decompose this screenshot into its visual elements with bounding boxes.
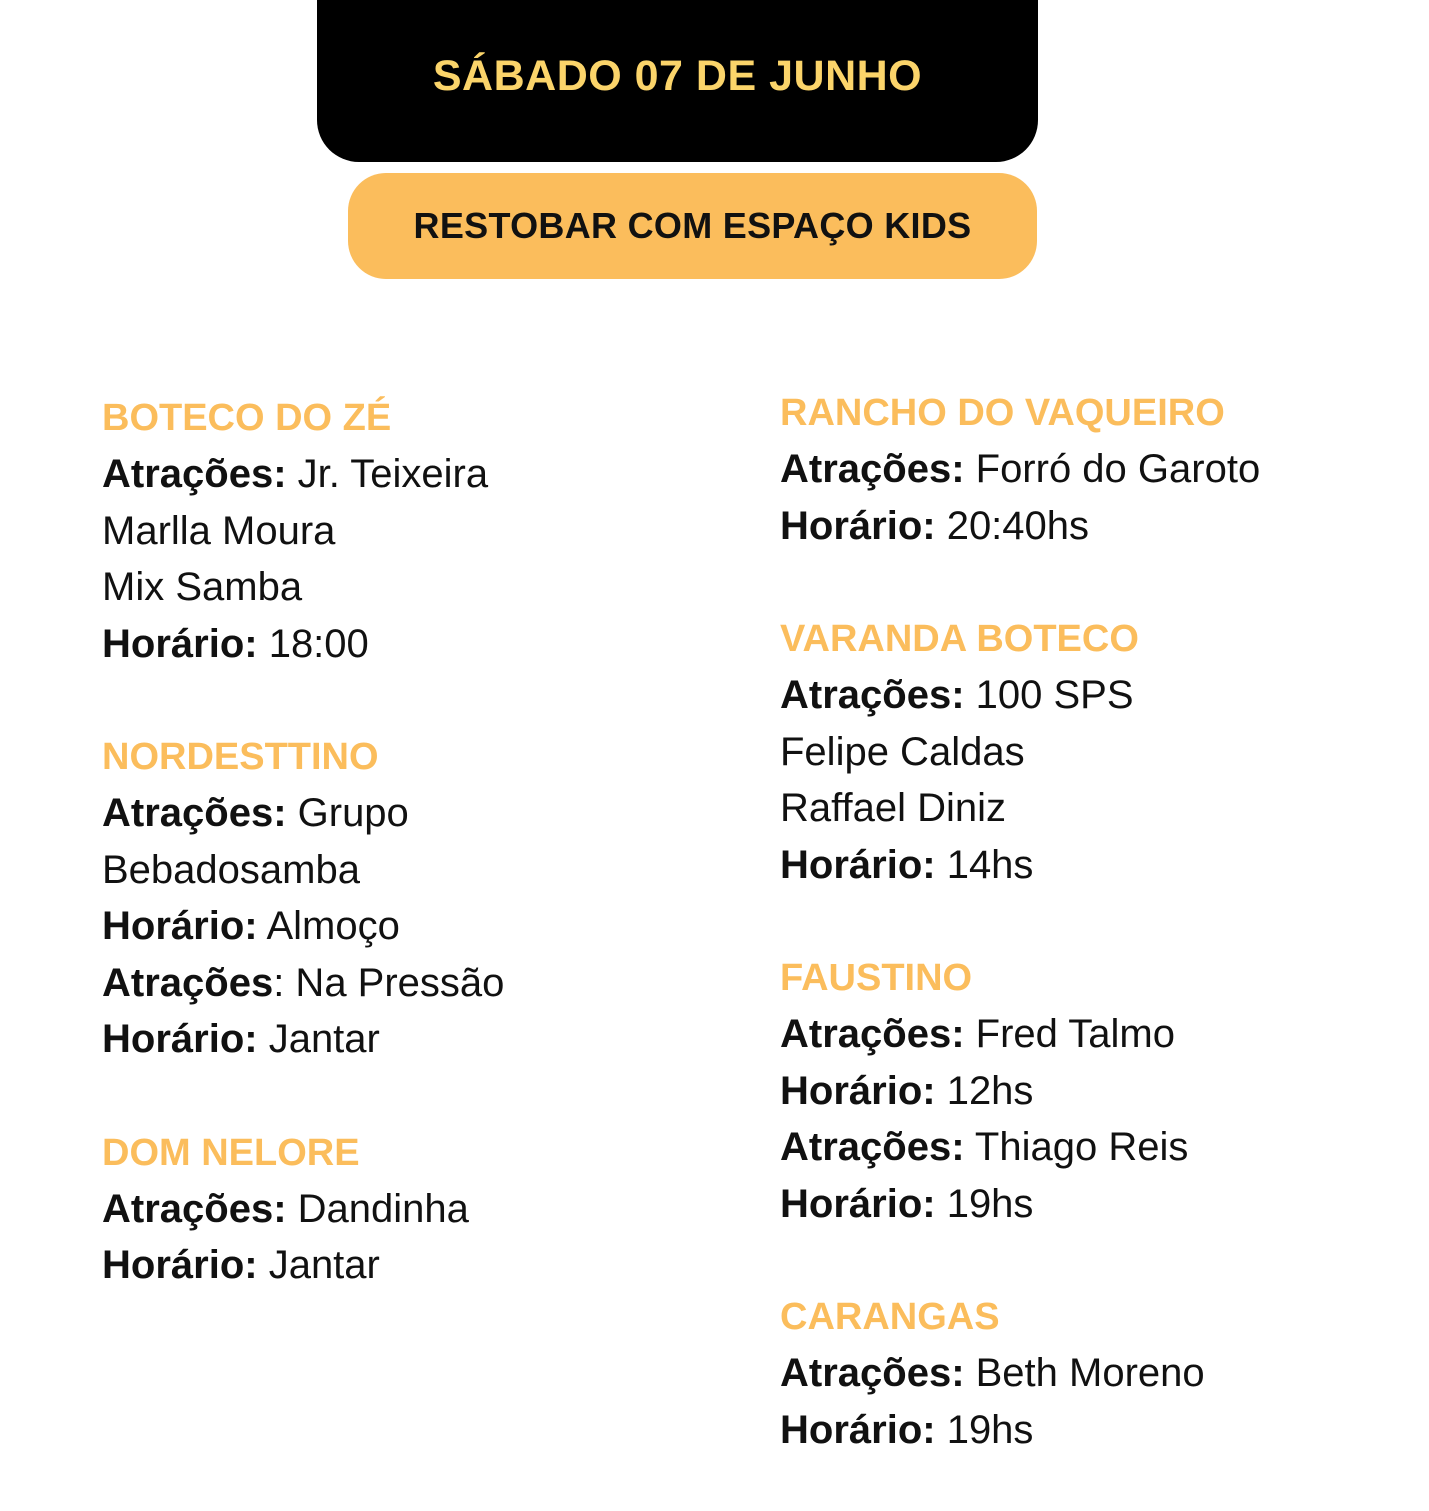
schedule-value: Jantar — [257, 1017, 380, 1061]
schedule-line — [102, 1011, 722, 1068]
schedule-label: Horário: — [780, 1407, 936, 1452]
attractions-value: Jr. Teixeira — [286, 452, 489, 496]
attractions-label: Atrações — [102, 960, 274, 1005]
attractions-label: Atrações: — [780, 673, 965, 717]
venue-name: DOM NELORE — [102, 1131, 360, 1174]
schedule-line — [102, 1237, 722, 1294]
attractions-value: Grupo — [286, 791, 409, 835]
attractions-value: Thiago Reis — [964, 1125, 1189, 1169]
schedule-label: Horário: — [780, 1068, 936, 1113]
attraction-line — [780, 780, 1400, 837]
attraction-line — [102, 503, 722, 560]
schedule-value: 20:40hs — [935, 503, 1090, 548]
schedule-value: 18:00 — [257, 621, 369, 666]
venue-faustino — [780, 950, 1400, 1232]
schedule-value: 19hs — [935, 1407, 1034, 1452]
schedule-label: Horário: — [102, 621, 258, 666]
attractions-line — [102, 1181, 722, 1238]
schedule-value: 12hs — [935, 1068, 1034, 1113]
attraction-value: Bebadosamba — [102, 847, 360, 892]
attraction-line — [780, 724, 1400, 781]
schedule-label: Horário: — [780, 842, 936, 887]
schedule-label: Horário: — [780, 503, 936, 548]
attractions-value: Dandinha — [286, 1186, 469, 1231]
event-subtitle: RESTOBAR COM ESPAÇO KIDS — [413, 205, 972, 246]
attractions-line — [780, 1006, 1400, 1063]
venue-nordesttino — [102, 729, 722, 1068]
attractions-label: Atrações: — [780, 447, 965, 491]
attractions-line — [780, 1345, 1400, 1402]
venue-dom-nelore — [102, 1125, 722, 1294]
schedule-line — [780, 1402, 1400, 1459]
venue-name: VARANDA BOTECO — [780, 618, 1139, 660]
venue-carangas — [780, 1289, 1400, 1458]
right-column — [780, 385, 1400, 1458]
attraction-value: Raffael Diniz — [780, 786, 1007, 830]
attractions-value: 100 SPS — [964, 673, 1134, 717]
venue-name: BOTECO DO ZÉ — [102, 397, 392, 439]
date-banner — [317, 0, 1038, 162]
schedule-line — [780, 498, 1400, 555]
attractions-line — [102, 446, 722, 503]
attractions-label: Atrações: — [102, 1186, 287, 1231]
attractions-value: Beth Moreno — [964, 1351, 1205, 1395]
attractions-label: Atrações: — [780, 1351, 965, 1395]
attractions-label: Atrações: — [102, 791, 287, 835]
schedule-line — [102, 616, 722, 673]
attraction-value: Felipe Caldas — [780, 729, 1025, 774]
attractions-line — [780, 1119, 1400, 1176]
schedule-value: Almoço — [257, 904, 400, 948]
schedule-label: Horário: — [102, 1017, 258, 1061]
attraction-line — [102, 842, 722, 899]
attraction-line — [102, 559, 722, 616]
venue-name: NORDESTTINO — [102, 736, 379, 778]
attractions-value: Fred Talmo — [964, 1012, 1175, 1056]
schedule-value: Jantar — [257, 1243, 380, 1287]
schedule-line — [780, 1176, 1400, 1233]
venue-name: FAUSTINO — [780, 957, 973, 999]
schedule-label: Horário: — [780, 1181, 936, 1226]
attractions-value: : Na Pressão — [273, 960, 505, 1005]
schedule-label: Horário: — [102, 1243, 258, 1287]
attraction-value: Mix Samba — [102, 565, 303, 609]
schedule-label: Horário: — [102, 904, 258, 948]
subtitle-banner — [348, 173, 1037, 279]
schedule-line — [102, 898, 722, 955]
attractions-line — [102, 785, 722, 842]
attractions-label: Atrações: — [102, 452, 287, 496]
venue-boteco-do-ze — [102, 390, 722, 672]
venue-rancho-do-vaqueiro — [780, 385, 1400, 554]
schedule-line — [780, 1063, 1400, 1120]
schedule-value: 19hs — [935, 1181, 1034, 1226]
schedule-value: 14hs — [935, 842, 1034, 887]
venue-name: RANCHO DO VAQUEIRO — [780, 392, 1225, 434]
attractions-value: Forró do Garoto — [964, 447, 1261, 491]
schedule-line — [780, 837, 1400, 894]
venue-name: CARANGAS — [780, 1296, 1000, 1338]
attractions-label: Atrações: — [780, 1125, 965, 1169]
attractions-line — [102, 955, 722, 1012]
attractions-line — [780, 667, 1400, 724]
attractions-line — [780, 441, 1400, 498]
attraction-value: Marlla Moura — [102, 508, 336, 553]
left-column — [102, 390, 722, 1294]
event-date: SÁBADO 07 DE JUNHO — [432, 51, 923, 100]
venue-varanda-boteco — [780, 611, 1400, 893]
attractions-label: Atrações: — [780, 1012, 965, 1056]
